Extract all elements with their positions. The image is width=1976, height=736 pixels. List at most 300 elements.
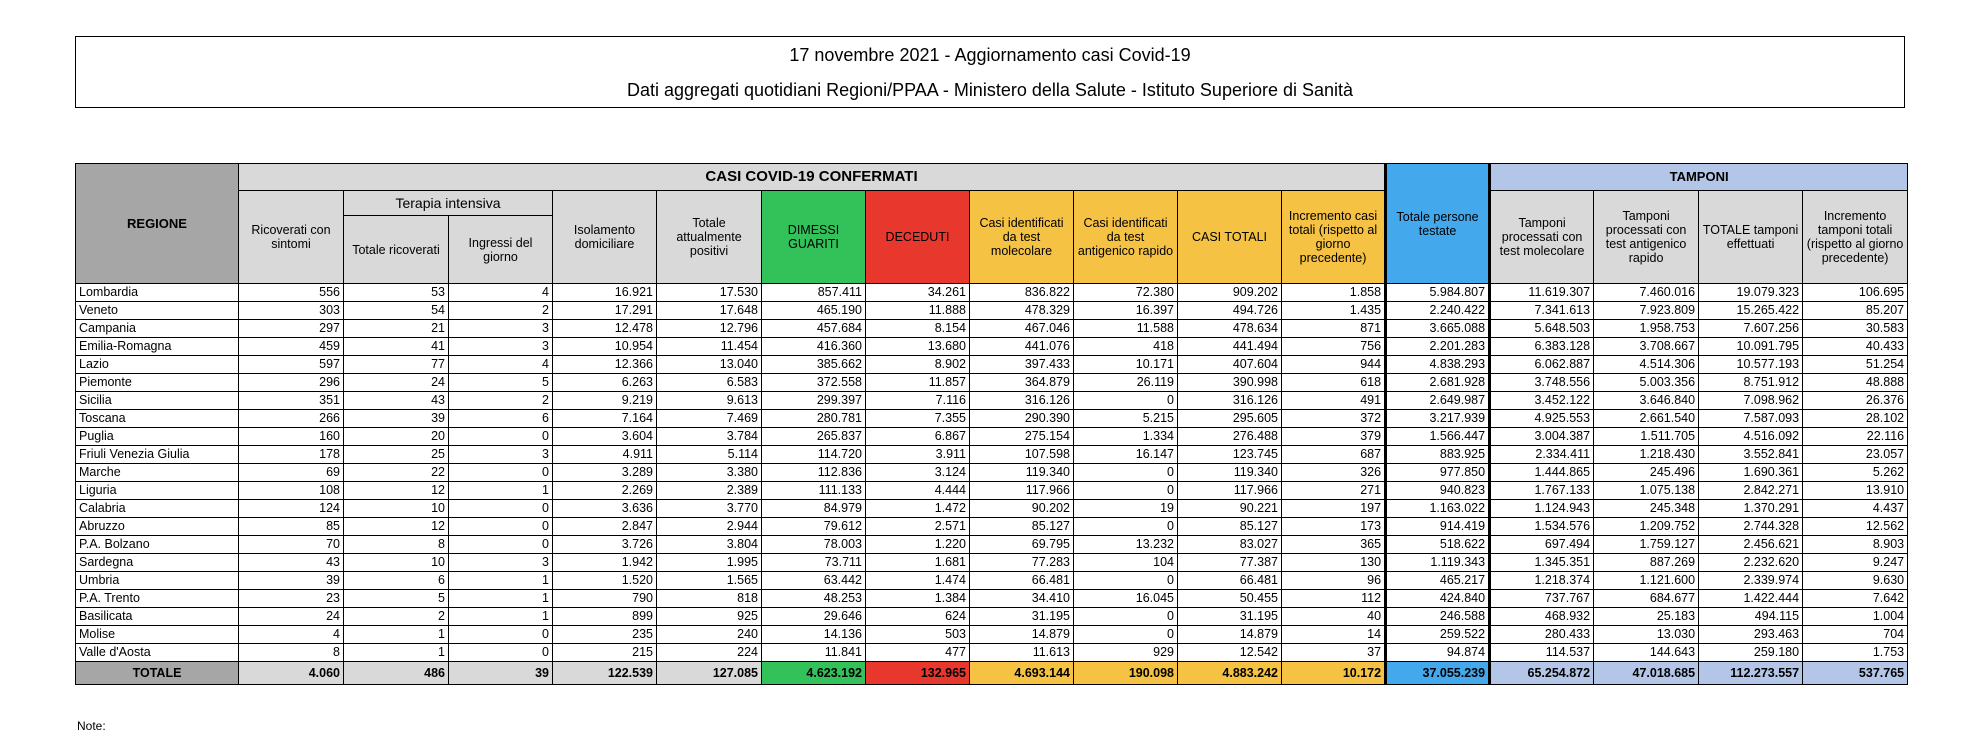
value-cell: 2 — [449, 302, 553, 320]
value-cell: 117.966 — [970, 482, 1074, 500]
value-cell: 114.720 — [762, 446, 866, 464]
value-cell: 19.079.323 — [1699, 284, 1803, 302]
value-cell: 2.661.540 — [1594, 410, 1699, 428]
table-row — [76, 626, 1908, 644]
header-regione: REGIONE — [76, 164, 239, 284]
value-cell: 73.711 — [762, 554, 866, 572]
value-cell: 4.514.306 — [1594, 356, 1699, 374]
value-cell: 3 — [449, 320, 553, 338]
region-name-cell: Lazio — [76, 356, 239, 374]
header-incremento-casi: Incremento casi totali (rispetto al giorno precedente) — [1282, 191, 1386, 284]
value-cell: 756 — [1282, 338, 1386, 356]
value-cell: 1.163.022 — [1386, 500, 1490, 518]
value-cell: 40 — [1282, 608, 1386, 626]
value-cell: 117.966 — [1178, 482, 1282, 500]
value-cell: 883.925 — [1386, 446, 1490, 464]
value-cell: 465.217 — [1386, 572, 1490, 590]
total-value-cell: 4.623.192 — [762, 662, 866, 685]
region-name-cell: Toscana — [76, 410, 239, 428]
total-value-cell: 39 — [449, 662, 553, 685]
value-cell: 597 — [239, 356, 344, 374]
value-cell: 365 — [1282, 536, 1386, 554]
value-cell: 871 — [1282, 320, 1386, 338]
value-cell: 7.642 — [1803, 590, 1908, 608]
value-cell: 31.195 — [970, 608, 1074, 626]
value-cell: 467.046 — [970, 320, 1074, 338]
value-cell: 30.583 — [1803, 320, 1908, 338]
table-row — [76, 392, 1908, 410]
value-cell: 385.662 — [762, 356, 866, 374]
value-cell: 3.804 — [657, 536, 762, 554]
region-name-cell: Emilia-Romagna — [76, 338, 239, 356]
value-cell: 26.119 — [1074, 374, 1178, 392]
value-cell: 90.221 — [1178, 500, 1282, 518]
covid-data-table — [75, 163, 1908, 685]
value-cell: 77 — [344, 356, 449, 374]
value-cell: 3.708.667 — [1594, 338, 1699, 356]
value-cell: 0 — [449, 464, 553, 482]
value-cell: 6.062.887 — [1490, 356, 1594, 374]
header-casi-confermati: CASI COVID-19 CONFERMATI — [239, 164, 1386, 191]
table-row — [76, 518, 1908, 536]
value-cell: 79.612 — [762, 518, 866, 536]
value-cell: 53 — [344, 284, 449, 302]
value-cell: 66.481 — [970, 572, 1074, 590]
value-cell: 123.745 — [1178, 446, 1282, 464]
value-cell: 2.744.328 — [1699, 518, 1803, 536]
value-cell: 22.116 — [1803, 428, 1908, 446]
value-cell: 2.334.411 — [1490, 446, 1594, 464]
value-cell: 326 — [1282, 464, 1386, 482]
value-cell: 39 — [344, 410, 449, 428]
value-cell: 1.520 — [553, 572, 657, 590]
value-cell: 836.822 — [970, 284, 1074, 302]
value-cell: 14 — [1282, 626, 1386, 644]
value-cell: 465.190 — [762, 302, 866, 320]
value-cell: 2 — [344, 608, 449, 626]
value-cell: 2.240.422 — [1386, 302, 1490, 320]
value-cell: 70 — [239, 536, 344, 554]
value-cell: 478.329 — [970, 302, 1074, 320]
header-deceduti: DECEDUTI — [866, 191, 970, 284]
value-cell: 5.114 — [657, 446, 762, 464]
total-value-cell: 122.539 — [553, 662, 657, 685]
value-cell: 107.598 — [970, 446, 1074, 464]
total-value-cell: 486 — [344, 662, 449, 685]
value-cell: 94.874 — [1386, 644, 1490, 662]
value-cell: 297 — [239, 320, 344, 338]
value-cell: 3.726 — [553, 536, 657, 554]
value-cell: 687 — [1282, 446, 1386, 464]
value-cell: 1.124.943 — [1490, 500, 1594, 518]
value-cell: 43 — [344, 392, 449, 410]
value-cell: 21 — [344, 320, 449, 338]
value-cell: 144.643 — [1594, 644, 1699, 662]
value-cell: 1 — [449, 608, 553, 626]
value-cell: 397.433 — [970, 356, 1074, 374]
value-cell: 7.923.809 — [1594, 302, 1699, 320]
table-row — [76, 572, 1908, 590]
value-cell: 63.442 — [762, 572, 866, 590]
header-totale-tamponi: TOTALE tamponi effettuati — [1699, 191, 1803, 284]
value-cell: 7.587.093 — [1699, 410, 1803, 428]
value-cell: 16.045 — [1074, 590, 1178, 608]
value-cell: 240 — [657, 626, 762, 644]
value-cell: 2.649.987 — [1386, 392, 1490, 410]
value-cell: 3.604 — [553, 428, 657, 446]
value-cell: 1.759.127 — [1594, 536, 1699, 554]
value-cell: 14.879 — [1178, 626, 1282, 644]
total-value-cell: 65.254.872 — [1490, 662, 1594, 685]
value-cell: 0 — [1074, 482, 1178, 500]
value-cell: 1.690.361 — [1699, 464, 1803, 482]
value-cell: 85.127 — [1178, 518, 1282, 536]
value-cell: 0 — [1074, 392, 1178, 410]
value-cell: 29.646 — [762, 608, 866, 626]
value-cell: 12.562 — [1803, 518, 1908, 536]
value-cell: 390.998 — [1178, 374, 1282, 392]
value-cell: 41 — [344, 338, 449, 356]
value-cell: 20 — [344, 428, 449, 446]
total-value-cell: 190.098 — [1074, 662, 1178, 685]
value-cell: 4.925.553 — [1490, 410, 1594, 428]
value-cell: 7.116 — [866, 392, 970, 410]
value-cell: 8 — [239, 644, 344, 662]
value-cell: 2.201.283 — [1386, 338, 1490, 356]
value-cell: 3.289 — [553, 464, 657, 482]
value-cell: 316.126 — [970, 392, 1074, 410]
total-value-cell: 37.055.239 — [1386, 662, 1490, 685]
header-tamponi-antigenico: Tamponi processati con test antigenico rapido — [1594, 191, 1699, 284]
value-cell: 0 — [1074, 518, 1178, 536]
value-cell: 1.444.865 — [1490, 464, 1594, 482]
value-cell: 23.057 — [1803, 446, 1908, 464]
value-cell: 3.770 — [657, 500, 762, 518]
value-cell: 112.836 — [762, 464, 866, 482]
value-cell: 17.530 — [657, 284, 762, 302]
table-row — [76, 500, 1908, 518]
value-cell: 468.932 — [1490, 608, 1594, 626]
value-cell: 197 — [1282, 500, 1386, 518]
table-row — [76, 644, 1908, 662]
value-cell: 280.433 — [1490, 626, 1594, 644]
value-cell: 160 — [239, 428, 344, 446]
value-cell: 0 — [449, 536, 553, 554]
value-cell: 372.558 — [762, 374, 866, 392]
value-cell: 83.027 — [1178, 536, 1282, 554]
note-label: Note: — [77, 719, 106, 733]
value-cell: 1 — [449, 482, 553, 500]
value-cell: 5.215 — [1074, 410, 1178, 428]
value-cell: 16.147 — [1074, 446, 1178, 464]
value-cell: 5.003.356 — [1594, 374, 1699, 392]
value-cell: 459 — [239, 338, 344, 356]
value-cell: 13.030 — [1594, 626, 1699, 644]
header-dimessi: DIMESSI GUARITI — [762, 191, 866, 284]
value-cell: 3.452.122 — [1490, 392, 1594, 410]
value-cell: 39 — [239, 572, 344, 590]
value-cell: 418 — [1074, 338, 1178, 356]
value-cell: 11.619.307 — [1490, 284, 1594, 302]
value-cell: 3.748.556 — [1490, 374, 1594, 392]
value-cell: 2.232.620 — [1699, 554, 1803, 572]
table-row — [76, 536, 1908, 554]
value-cell: 5.648.503 — [1490, 320, 1594, 338]
total-label-cell: TOTALE — [76, 662, 239, 685]
table-row — [76, 446, 1908, 464]
value-cell: 23 — [239, 590, 344, 608]
value-cell: 1.858 — [1282, 284, 1386, 302]
value-cell: 31.195 — [1178, 608, 1282, 626]
value-cell: 13.910 — [1803, 482, 1908, 500]
value-cell: 8.154 — [866, 320, 970, 338]
value-cell: 6 — [344, 572, 449, 590]
header-totale-positivi: Totale attualmente positivi — [657, 191, 762, 284]
value-cell: 1.075.138 — [1594, 482, 1699, 500]
value-cell: 303 — [239, 302, 344, 320]
table-row — [76, 482, 1908, 500]
value-cell: 9.630 — [1803, 572, 1908, 590]
value-cell: 10 — [344, 500, 449, 518]
value-cell: 1.334 — [1074, 428, 1178, 446]
value-cell: 1.004 — [1803, 608, 1908, 626]
value-cell: 12.542 — [1178, 644, 1282, 662]
value-cell: 40.433 — [1803, 338, 1908, 356]
value-cell: 316.126 — [1178, 392, 1282, 410]
value-cell: 12 — [344, 482, 449, 500]
value-cell: 441.494 — [1178, 338, 1282, 356]
value-cell: 104 — [1074, 554, 1178, 572]
value-cell: 0 — [449, 500, 553, 518]
value-cell: 1.345.351 — [1490, 554, 1594, 572]
value-cell: 818 — [657, 590, 762, 608]
value-cell: 2.571 — [866, 518, 970, 536]
value-cell: 12.796 — [657, 320, 762, 338]
total-value-cell: 10.172 — [1282, 662, 1386, 685]
value-cell: 3.004.387 — [1490, 428, 1594, 446]
value-cell: 1 — [449, 572, 553, 590]
value-cell: 266 — [239, 410, 344, 428]
value-cell: 4.911 — [553, 446, 657, 464]
region-name-cell: Umbria — [76, 572, 239, 590]
value-cell: 296 — [239, 374, 344, 392]
value-cell: 556 — [239, 284, 344, 302]
value-cell: 3.217.939 — [1386, 410, 1490, 428]
value-cell: 3.646.840 — [1594, 392, 1699, 410]
value-cell: 12 — [344, 518, 449, 536]
value-cell: 416.360 — [762, 338, 866, 356]
region-name-cell: Valle d'Aosta — [76, 644, 239, 662]
value-cell: 8.902 — [866, 356, 970, 374]
value-cell: 215 — [553, 644, 657, 662]
value-cell: 2.944 — [657, 518, 762, 536]
value-cell: 4.437 — [1803, 500, 1908, 518]
value-cell: 48.888 — [1803, 374, 1908, 392]
value-cell: 24 — [344, 374, 449, 392]
value-cell: 10.091.795 — [1699, 338, 1803, 356]
table-row — [76, 320, 1908, 338]
value-cell: 8.903 — [1803, 536, 1908, 554]
value-cell: 106.695 — [1803, 284, 1908, 302]
value-cell: 54 — [344, 302, 449, 320]
value-cell: 4 — [449, 356, 553, 374]
value-cell: 477 — [866, 644, 970, 662]
value-cell: 10.954 — [553, 338, 657, 356]
value-cell: 72.380 — [1074, 284, 1178, 302]
value-cell: 3.665.088 — [1386, 320, 1490, 338]
value-cell: 6.263 — [553, 374, 657, 392]
value-cell: 14.879 — [970, 626, 1074, 644]
table-row — [76, 284, 1908, 302]
value-cell: 3.552.841 — [1699, 446, 1803, 464]
value-cell: 0 — [449, 626, 553, 644]
value-cell: 85 — [239, 518, 344, 536]
region-name-cell: P.A. Trento — [76, 590, 239, 608]
value-cell: 7.607.256 — [1699, 320, 1803, 338]
table-row — [76, 338, 1908, 356]
value-cell: 494.726 — [1178, 302, 1282, 320]
value-cell: 2.269 — [553, 482, 657, 500]
value-cell: 19 — [1074, 500, 1178, 518]
header-isolamento: Isolamento domiciliare — [553, 191, 657, 284]
table-row — [76, 374, 1908, 392]
value-cell: 275.154 — [970, 428, 1074, 446]
value-cell: 3 — [449, 446, 553, 464]
value-cell: 407.604 — [1178, 356, 1282, 374]
value-cell: 0 — [449, 428, 553, 446]
value-cell: 7.164 — [553, 410, 657, 428]
value-cell: 899 — [553, 608, 657, 626]
value-cell: 293.463 — [1699, 626, 1803, 644]
value-cell: 4.838.293 — [1386, 356, 1490, 374]
table-row — [76, 428, 1908, 446]
value-cell: 1.958.753 — [1594, 320, 1699, 338]
value-cell: 2.389 — [657, 482, 762, 500]
value-cell: 909.202 — [1178, 284, 1282, 302]
value-cell: 84.979 — [762, 500, 866, 518]
region-name-cell: Lombardia — [76, 284, 239, 302]
value-cell: 245.496 — [1594, 464, 1699, 482]
value-cell: 43 — [239, 554, 344, 572]
value-cell: 940.823 — [1386, 482, 1490, 500]
value-cell: 9.247 — [1803, 554, 1908, 572]
value-cell: 977.850 — [1386, 464, 1490, 482]
total-value-cell: 537.765 — [1803, 662, 1908, 685]
value-cell: 119.340 — [1178, 464, 1282, 482]
value-cell: 491 — [1282, 392, 1386, 410]
value-cell: 34.261 — [866, 284, 970, 302]
value-cell: 130 — [1282, 554, 1386, 572]
value-cell: 1 — [449, 590, 553, 608]
value-cell: 737.767 — [1490, 590, 1594, 608]
value-cell: 51.254 — [1803, 356, 1908, 374]
value-cell: 10.577.193 — [1699, 356, 1803, 374]
total-value-cell: 4.693.144 — [970, 662, 1074, 685]
region-name-cell: Marche — [76, 464, 239, 482]
table-row — [76, 554, 1908, 572]
value-cell: 9.219 — [553, 392, 657, 410]
value-cell: 3 — [449, 554, 553, 572]
value-cell: 235 — [553, 626, 657, 644]
value-cell: 4.444 — [866, 482, 970, 500]
value-cell: 77.387 — [1178, 554, 1282, 572]
header-incremento-tamponi: Incremento tamponi totali (rispetto al giorno precedente) — [1803, 191, 1908, 284]
value-cell: 3 — [449, 338, 553, 356]
value-cell: 265.837 — [762, 428, 866, 446]
header-tamponi-molecolare: Tamponi processati con test molecolare — [1490, 191, 1594, 284]
total-value-cell: 132.965 — [866, 662, 970, 685]
value-cell: 1.681 — [866, 554, 970, 572]
value-cell: 1.384 — [866, 590, 970, 608]
value-cell: 925 — [657, 608, 762, 626]
value-cell: 494.115 — [1699, 608, 1803, 626]
value-cell: 1.218.374 — [1490, 572, 1594, 590]
header-totale-ricoverati: Totale ricoverati — [344, 216, 449, 284]
total-value-cell: 4.060 — [239, 662, 344, 685]
value-cell: 15.265.422 — [1699, 302, 1803, 320]
value-cell: 11.888 — [866, 302, 970, 320]
value-cell: 518.622 — [1386, 536, 1490, 554]
value-cell: 8.751.912 — [1699, 374, 1803, 392]
value-cell: 4 — [449, 284, 553, 302]
header-ricoverati: Ricoverati con sintomi — [239, 191, 344, 284]
value-cell: 9.613 — [657, 392, 762, 410]
header-casi-totali: CASI TOTALI — [1178, 191, 1282, 284]
value-cell: 6.583 — [657, 374, 762, 392]
value-cell: 111.133 — [762, 482, 866, 500]
table-row — [76, 302, 1908, 320]
value-cell: 3.380 — [657, 464, 762, 482]
value-cell: 50.455 — [1178, 590, 1282, 608]
value-cell: 11.841 — [762, 644, 866, 662]
value-cell: 914.419 — [1386, 518, 1490, 536]
value-cell: 6.867 — [866, 428, 970, 446]
report-subtitle: Dati aggregati quotidiani Regioni/PPAA - Ministero della Salute - Istituto Superiore di Sanità — [626, 80, 1354, 100]
value-cell: 173 — [1282, 518, 1386, 536]
value-cell: 2.456.621 — [1699, 536, 1803, 554]
value-cell: 3.911 — [866, 446, 970, 464]
value-cell: 69 — [239, 464, 344, 482]
value-cell: 224 — [657, 644, 762, 662]
region-name-cell: Basilicata — [76, 608, 239, 626]
value-cell: 0 — [449, 644, 553, 662]
value-cell: 1 — [344, 644, 449, 662]
value-cell: 2.847 — [553, 518, 657, 536]
value-cell: 618 — [1282, 374, 1386, 392]
value-cell: 25.183 — [1594, 608, 1699, 626]
value-cell: 22 — [344, 464, 449, 482]
value-cell: 1.121.600 — [1594, 572, 1699, 590]
total-value-cell: 47.018.685 — [1594, 662, 1699, 685]
value-cell: 1.435 — [1282, 302, 1386, 320]
value-cell: 10.171 — [1074, 356, 1178, 374]
value-cell: 119.340 — [970, 464, 1074, 482]
value-cell: 4 — [239, 626, 344, 644]
value-cell: 624 — [866, 608, 970, 626]
value-cell: 5 — [449, 374, 553, 392]
value-cell: 372 — [1282, 410, 1386, 428]
value-cell: 1 — [344, 626, 449, 644]
value-cell: 290.390 — [970, 410, 1074, 428]
value-cell: 929 — [1074, 644, 1178, 662]
value-cell: 1.218.430 — [1594, 446, 1699, 464]
value-cell: 7.341.613 — [1490, 302, 1594, 320]
value-cell: 364.879 — [970, 374, 1074, 392]
value-cell: 503 — [866, 626, 970, 644]
value-cell: 1.220 — [866, 536, 970, 554]
value-cell: 66.481 — [1178, 572, 1282, 590]
value-cell: 790 — [553, 590, 657, 608]
